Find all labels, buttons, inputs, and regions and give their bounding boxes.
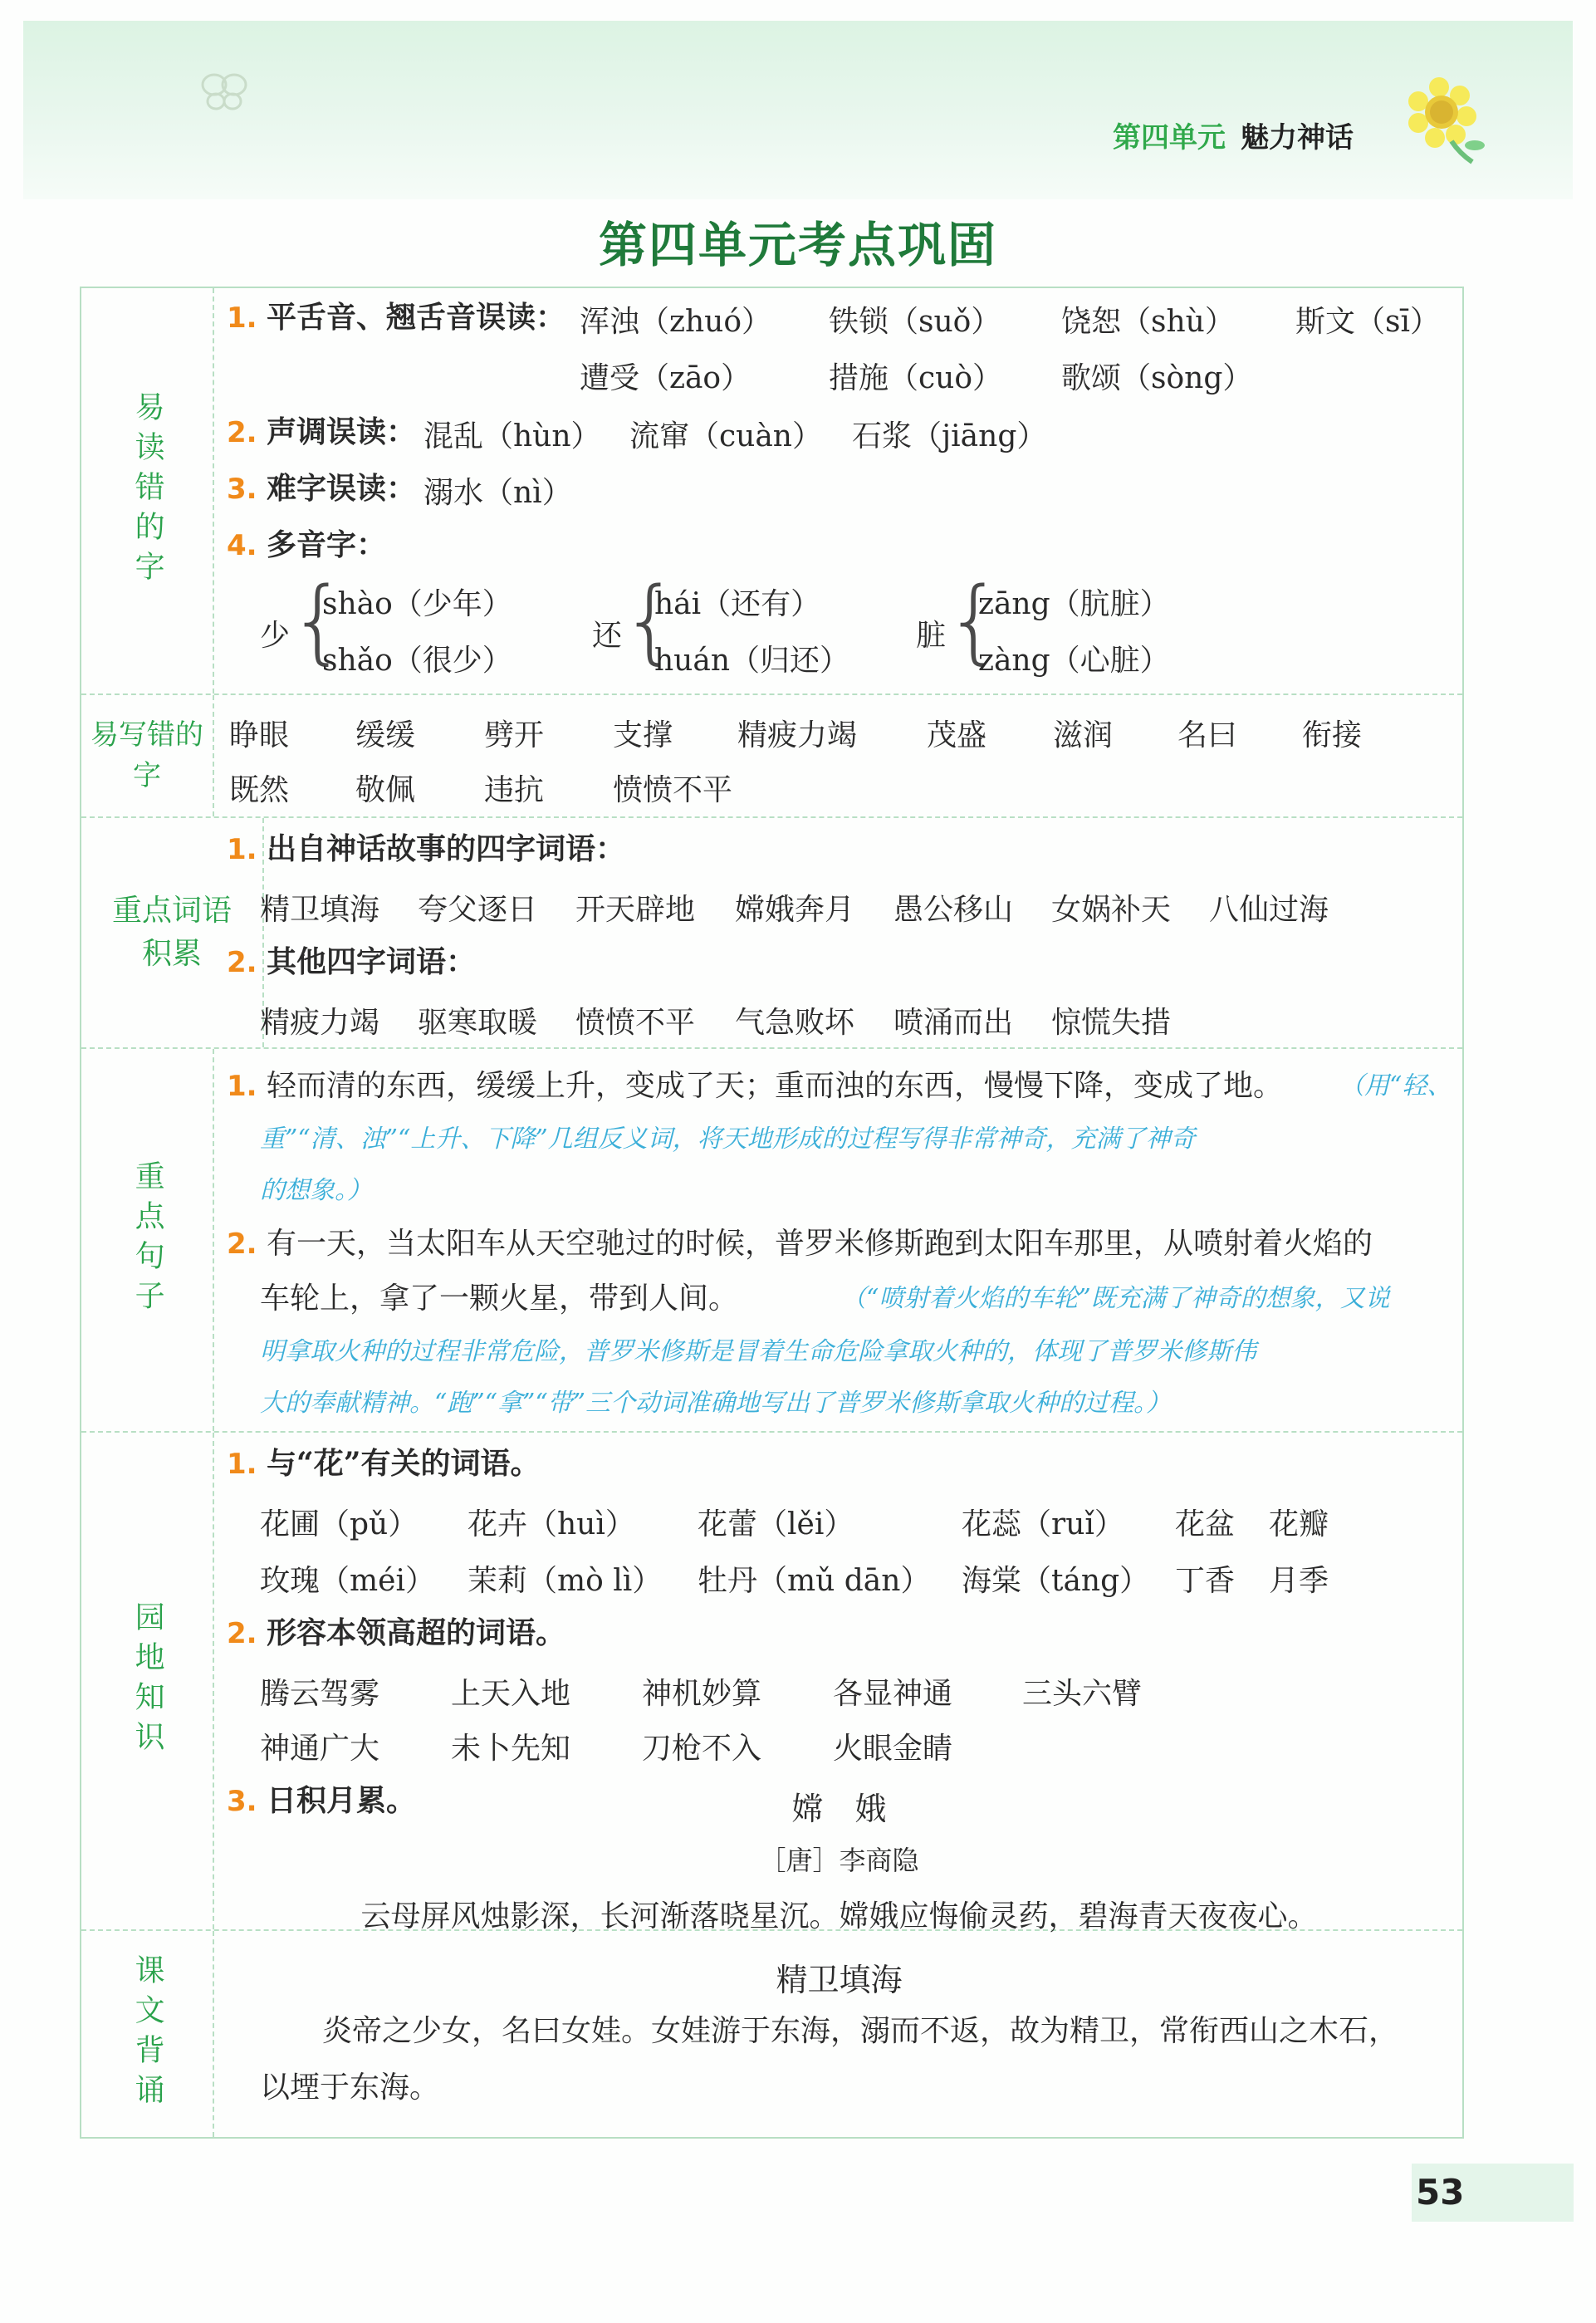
brace: { <box>945 567 1003 674</box>
item-number: 2. <box>227 416 257 449</box>
word: 浑浊（zhuó） <box>580 305 772 339</box>
sentence-text: 车轮上，拿了一颗火星，带到人间。 <box>260 1282 739 1316</box>
passage-title: 精卫填海 <box>776 1962 903 1998</box>
word: 驱寒取暖 <box>418 1006 538 1040</box>
item-title: 出自神话故事的四字词语： <box>267 831 626 866</box>
word: 神通广大 <box>260 1732 380 1766</box>
word: 海棠（táng） <box>962 1564 1150 1598</box>
item-heading <box>227 524 386 566</box>
reading: hái（还有） <box>654 587 821 621</box>
word: 支撑 <box>613 718 673 752</box>
page-title: 第四单元考点巩固 <box>598 217 997 273</box>
sentence-text: 轻而清的东西，缓缓上升，变成了天；重而浊的东西，慢慢下降，变成了地。 <box>267 1069 1284 1103</box>
word: 气急败坏 <box>735 1006 855 1040</box>
word: 花卉（huì） <box>468 1507 635 1541</box>
section-recitation <box>81 1931 1462 2137</box>
word: 斯文（sī） <box>1295 305 1440 339</box>
annotation: 大的奉献精神。“跑”“拿”“带”三个动词准确地写出了普罗米修斯拿取火种的过程。） <box>260 1389 1172 1418</box>
poly-char: 还 <box>592 619 623 653</box>
item-number: 2. <box>227 1228 257 1261</box>
word: 牡丹（mǔ dān） <box>698 1564 931 1598</box>
word: 茉莉（mò lì） <box>468 1564 663 1598</box>
poly-char: 脏 <box>916 619 947 653</box>
item-title: 声调误读： <box>267 414 417 449</box>
section-label: 课文背诵 <box>81 1931 214 2137</box>
reading: zàng（心脏） <box>978 644 1170 678</box>
section-key-vocabulary <box>81 818 1462 1049</box>
word: 未卜先知 <box>451 1732 571 1766</box>
word: 上天入地 <box>451 1677 571 1711</box>
annotation: 重”“清、浊”“上升、下降”几组反义词，将天地形成的过程写得非常神奇，充满了神奇 <box>260 1125 1196 1154</box>
word: 劈开 <box>484 718 545 752</box>
item-number: 1. <box>227 1448 257 1481</box>
section-label: 易读错的字 <box>81 288 214 693</box>
section-label: 园地知识 <box>81 1433 214 1929</box>
word: 神机妙算 <box>642 1677 762 1711</box>
section-key-sentences <box>81 1049 1462 1433</box>
word: 女娲补天 <box>1051 893 1172 927</box>
header-band <box>23 21 1573 199</box>
word: 开天辟地 <box>575 893 696 927</box>
word: 精疲力竭 <box>260 1006 380 1040</box>
sunflower-icon <box>1402 75 1493 166</box>
word: 夸父逐日 <box>418 893 538 927</box>
item-title: 多音字： <box>267 527 387 562</box>
reading: zāng（肮脏） <box>978 587 1170 621</box>
item-number: 1. <box>227 1070 257 1103</box>
sentence-text: 有一天，当太阳车从天空驰过的时候，普罗米修斯跑到太阳车那里，从喷射着火焰的 <box>267 1227 1373 1261</box>
item-number: 3. <box>227 473 257 506</box>
word: 愤愤不平 <box>613 773 733 807</box>
section-miswritten-chars <box>81 695 1462 818</box>
word: 腾云驾雾 <box>260 1677 380 1711</box>
poem-text: 云母屏风烛影深，长河渐落晓星沉。嫦娥应悔偷灵药，碧海青天夜夜心。 <box>360 1899 1318 1933</box>
section-label: 重点词语积累 <box>81 818 264 1047</box>
section-label: 重点句子 <box>81 1049 214 1431</box>
item-heading <box>227 941 476 983</box>
item-number: 3. <box>227 1785 257 1818</box>
word: 月季 <box>1269 1564 1329 1598</box>
word: 花瓣 <box>1269 1507 1329 1541</box>
passage-text: 炎帝之少女，名曰女娃。女娃游于东海，溺而不返，故为精卫，常衔西山之木石， <box>322 2014 1399 2048</box>
word: 花蕾（lěi） <box>698 1507 854 1541</box>
unit-label: 第四单元 <box>1113 121 1226 154</box>
brace: { <box>289 567 347 674</box>
item-heading <box>227 1612 565 1654</box>
word: 火眼金睛 <box>833 1732 953 1766</box>
poly-char: 少 <box>260 619 291 653</box>
word: 敬佩 <box>355 773 416 807</box>
word: 流窜（cuàn） <box>629 419 822 453</box>
word: 歌颂（sòng） <box>1061 361 1253 395</box>
word: 惊慌失措 <box>1051 1006 1172 1040</box>
word: 茂盛 <box>927 718 987 752</box>
section-garden-knowledge <box>81 1433 1462 1931</box>
poem-author: ［唐］李商隐 <box>759 1845 919 1876</box>
word: 丁香 <box>1175 1564 1236 1598</box>
word: 睁眼 <box>229 718 290 752</box>
page-number: 53 <box>1416 2172 1465 2213</box>
item-number: 2. <box>227 1617 257 1650</box>
word: 既然 <box>229 773 290 807</box>
reading: shǎo（很少） <box>322 644 512 678</box>
passage-text: 以堙于东海。 <box>260 2071 440 2105</box>
word: 八仙过海 <box>1209 893 1329 927</box>
word: 石浆（jiāng） <box>852 419 1047 453</box>
section-misread-chars <box>81 288 1462 695</box>
item-title: 形容本领高超的词语。 <box>267 1615 566 1650</box>
annotation: （“喷射着火焰的车轮”既充满了神奇的想象，又说 <box>841 1284 1390 1313</box>
word: 愤愤不平 <box>575 1006 696 1040</box>
item-title: 平舌音、翘舌音误读： <box>267 300 566 335</box>
word: 玫瑰（méi） <box>260 1564 435 1598</box>
word: 缓缓 <box>355 718 416 752</box>
word: 喷涌而出 <box>893 1006 1014 1040</box>
item-number: 1. <box>227 301 257 335</box>
word: 花盆 <box>1175 1507 1236 1541</box>
word: 措施（cuò） <box>829 361 1003 395</box>
reading: huán（归还） <box>654 644 850 678</box>
word: 违抗 <box>484 773 545 807</box>
word: 滋润 <box>1053 718 1114 752</box>
word: 衔接 <box>1302 718 1363 752</box>
word: 花蕊（ruǐ） <box>962 1507 1124 1541</box>
word: 名曰 <box>1177 718 1238 752</box>
item-number: 2. <box>227 946 257 979</box>
item-number: 4. <box>227 529 257 562</box>
sentence <box>227 1223 1373 1265</box>
item-heading <box>227 411 416 453</box>
poem-title: 嫦 娥 <box>791 1791 887 1827</box>
word: 溺水（nì） <box>423 476 572 510</box>
word: 饶恕（shù） <box>1061 305 1235 339</box>
word: 嫦娥奔月 <box>735 893 855 927</box>
item-heading <box>227 468 416 510</box>
item-number: 1. <box>227 833 257 866</box>
word: 花圃（pǔ） <box>260 1507 419 1541</box>
butterfly-icon <box>199 66 249 116</box>
brace: { <box>621 567 679 674</box>
word: 精卫填海 <box>260 893 380 927</box>
word: 刀枪不入 <box>642 1732 762 1766</box>
word: 遭受（zāo） <box>580 361 751 395</box>
word: 各显神通 <box>833 1677 953 1711</box>
annotation: 明拿取火种的过程非常危险，普罗米修斯是冒着生命危险拿取火种的，体现了普罗米修斯伟 <box>260 1337 1256 1366</box>
item-title: 其他四字词语： <box>267 944 477 979</box>
item-heading <box>227 1443 540 1485</box>
section-label: 易写错的字 <box>81 695 214 816</box>
item-title: 难字误读： <box>267 471 417 506</box>
annotation: 的想象。） <box>260 1176 372 1205</box>
item-title: 日积月累。 <box>267 1783 417 1818</box>
item-heading <box>227 828 625 870</box>
unit-theme: 魅力神话 <box>1241 121 1354 154</box>
sentence <box>227 1066 1283 1107</box>
item-title: 与“花”有关的词语。 <box>267 1446 541 1481</box>
word: 混乱（hùn） <box>423 419 601 453</box>
word: 铁锁（suǒ） <box>829 305 1001 339</box>
reading: shào（少年） <box>322 587 512 621</box>
review-table <box>80 287 1464 2139</box>
word: 三头六臂 <box>1022 1677 1143 1711</box>
annotation: （用“轻、 <box>1339 1071 1452 1100</box>
word: 愚公移山 <box>893 893 1014 927</box>
unit-header <box>1113 115 1354 155</box>
item-heading <box>227 297 565 339</box>
word: 精疲力竭 <box>737 718 858 752</box>
